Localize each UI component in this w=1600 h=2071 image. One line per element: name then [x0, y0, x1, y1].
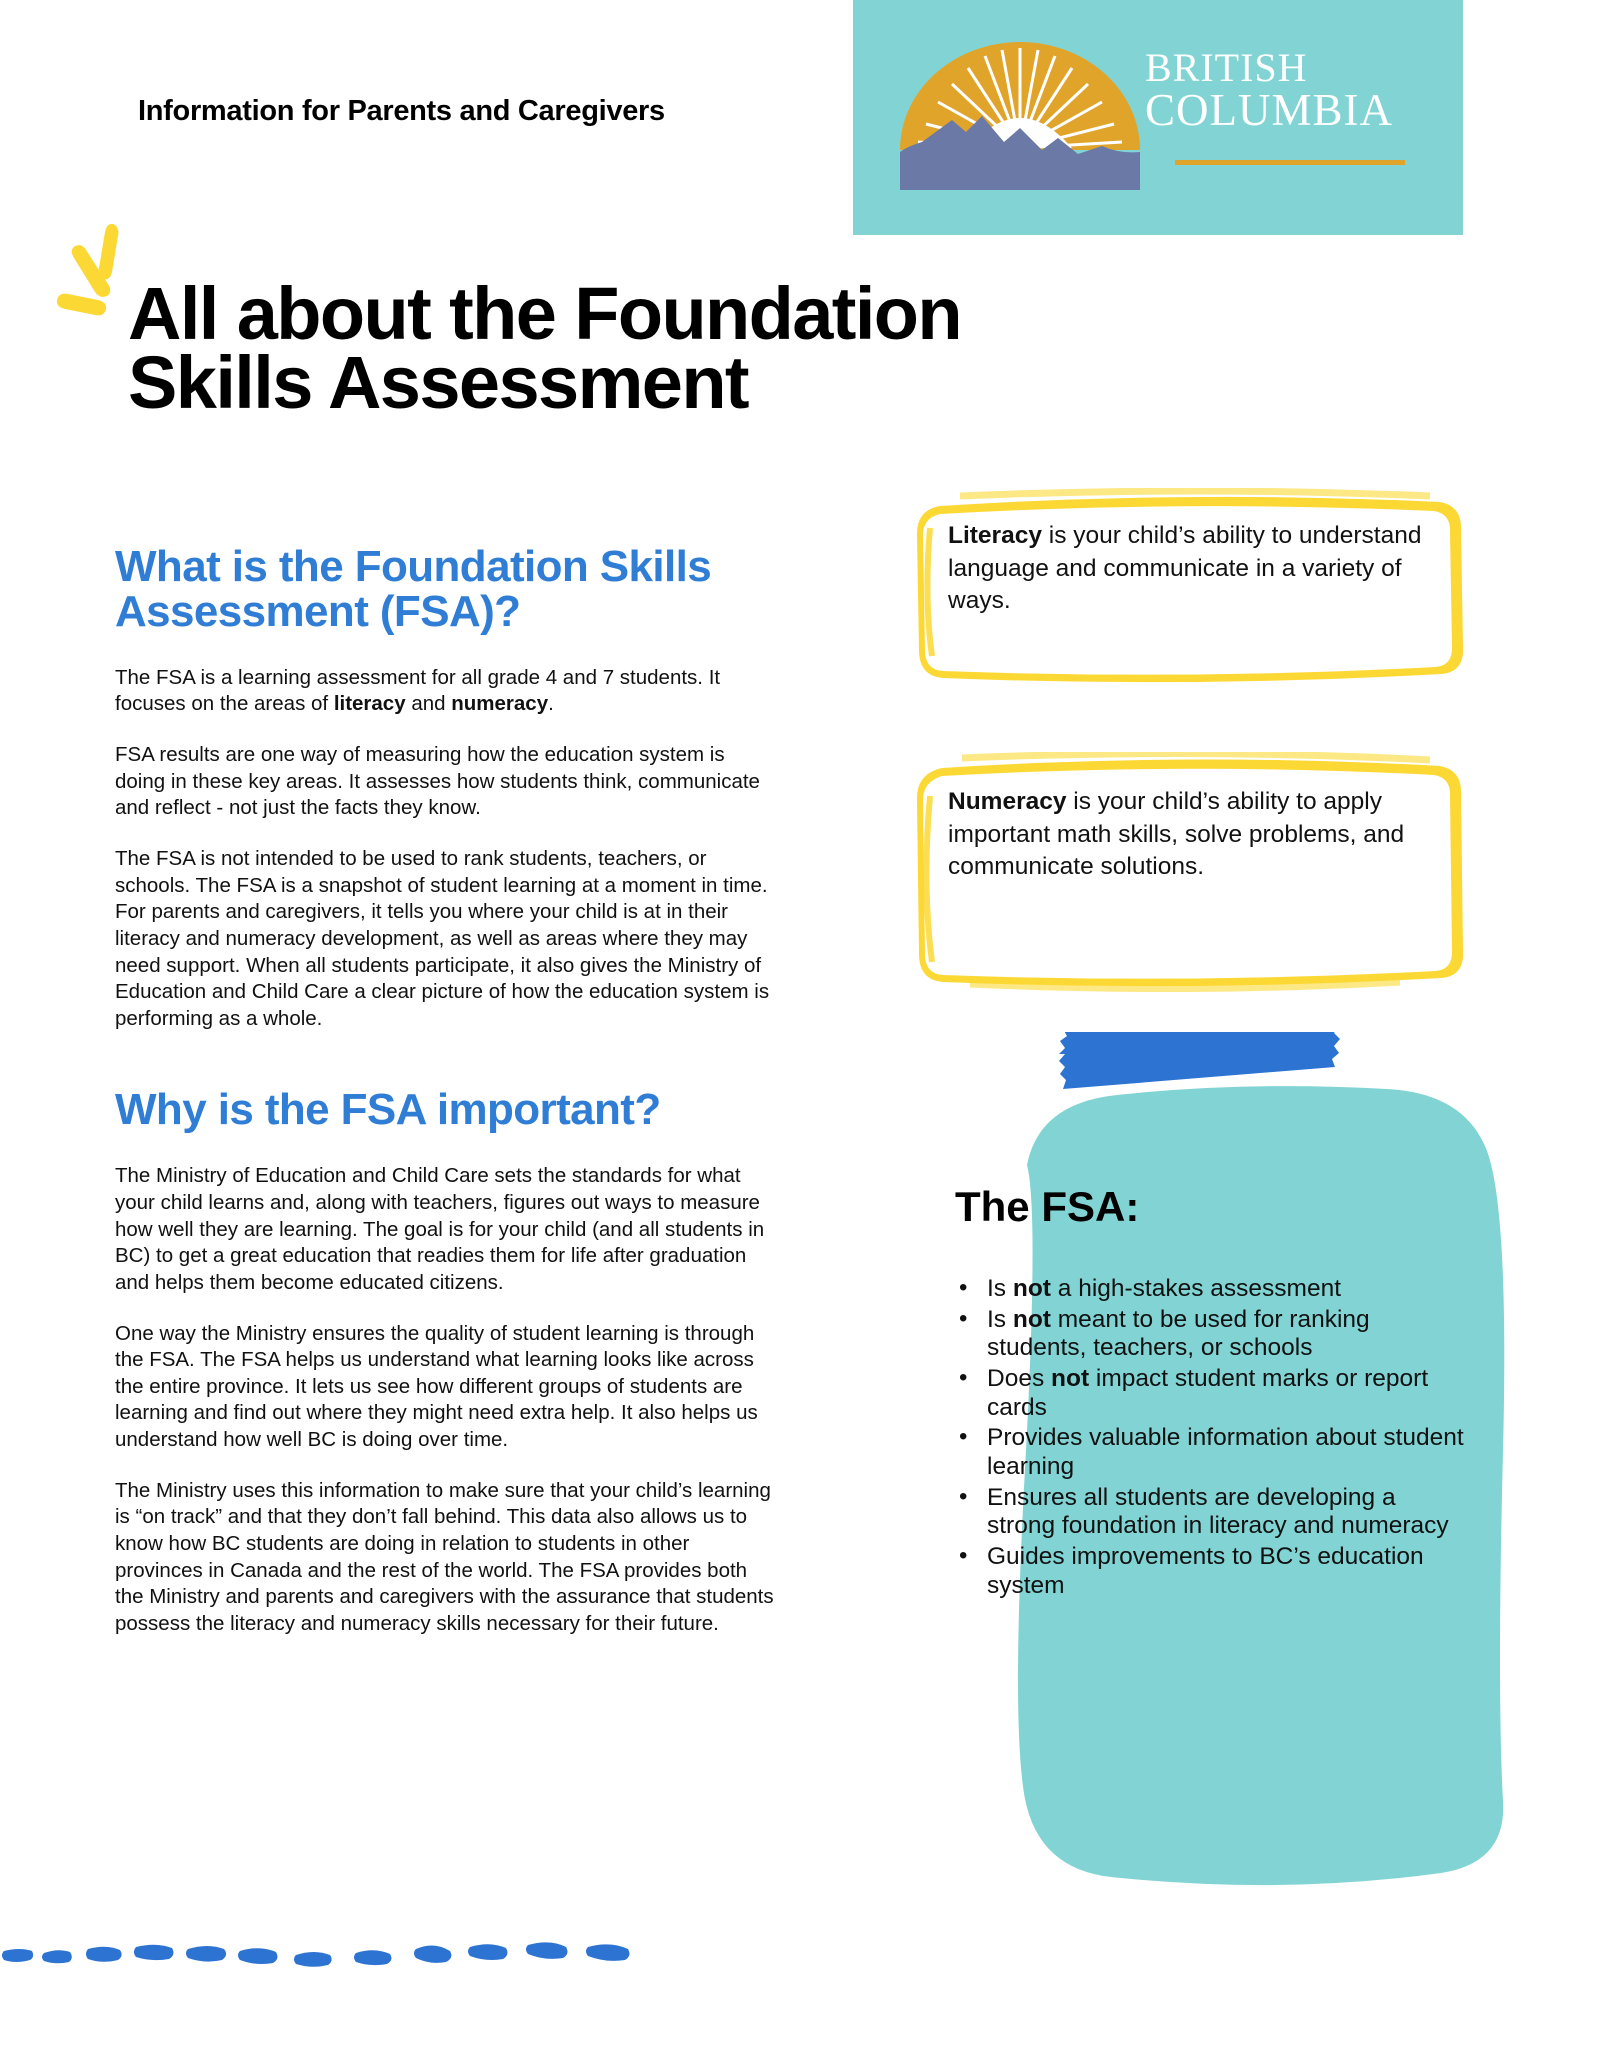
bc-wordmark-line1: BRITISH	[1145, 45, 1308, 90]
paragraph: The FSA is not intended to be used to rank students, teachers, or schools. The FSA is a snapshot of student learning at a moment in time. For parents and caregivers, it tells you where your child is at in their literacy and numeracy development, as well as areas where they may need support. When all students participate, it also gives the Ministry of Education and Child Care a clear picture of how the education system is performing as a whole.	[115, 846, 770, 1030]
fsa-box-heading: The FSA:	[955, 1183, 1140, 1230]
bc-sun-mountain-logo-icon	[890, 30, 1150, 190]
list-item: • Ensures all students are developing a strong foundation in literacy and numeracy	[955, 1484, 1465, 1541]
fsa-bullet-list	[955, 1275, 1465, 1602]
list-item: • Is not meant to be used for ranking students, teachers, or schools	[955, 1306, 1465, 1363]
section-heading-what-is-fsa: What is the Foundation Skills Assessment (FSA)?	[115, 542, 712, 636]
paragraph: The FSA is a learning assessment for all grade 4 and 7 students. It focuses on the areas of literacy and numeracy.	[115, 665, 721, 716]
bc-wordmark	[1145, 45, 1445, 135]
header-kicker: Information for Parents and Caregivers	[138, 95, 665, 127]
callout-literacy	[900, 488, 1480, 688]
list-item: • Guides improvements to BC’s education system	[955, 1543, 1465, 1600]
callout-literacy-text: Literacy is your child’s ability to understand language and communicate in a variety of ways.	[948, 522, 1422, 615]
paragraph: The Ministry of Education and Child Care sets the standards for what your child learns and, along with teachers, figures out ways to measure how well they are learning. The goal is for your child (and all students in BC) to get a great education that readies them for life after graduation and helps them become educated citizens.	[115, 1164, 765, 1294]
paragraph: The Ministry uses this information to make sure that your child’s learning is “on track” and that they don’t fall behind. This data also allows us to know how BC students are doing in relation to students in other provinces in Canada and the rest of the world. The FSA provides both the Ministry and parents and caregivers with the assurance that students possess the literacy and numeracy skills necessary for their future.	[115, 1478, 774, 1635]
list-item: • Provides valuable information about student learning	[955, 1424, 1465, 1481]
callout-numeracy-text: Numeracy is your child’s ability to apply important math skills, solve problems, and communicate solutions.	[948, 788, 1405, 881]
paragraph: FSA results are one way of measuring how the education system is doing in these key areas. It assesses how students think, communicate and reflect - not just the facts they know.	[115, 743, 760, 820]
list-item: • Is not a high-stakes assessment	[955, 1275, 1465, 1304]
tape-strip-decoration	[1055, 1032, 1340, 1117]
left-column	[115, 542, 775, 1662]
dashed-line-decoration	[0, 1935, 680, 1975]
bc-wordmark-line2: COLUMBIA	[1145, 85, 1394, 135]
list-item: • Does not impact student marks or report cards	[955, 1365, 1465, 1422]
callout-numeracy	[900, 752, 1480, 992]
bc-wordmark-rule	[1175, 160, 1405, 165]
page-title: All about the Foundation Skills Assessment	[128, 272, 962, 424]
section-heading-why-fsa-important: Why is the FSA important?	[115, 1085, 661, 1135]
paragraph: One way the Ministry ensures the quality of student learning is through the FSA. The FSA helps us understand what learning looks like across the entire province. It lets us see how different groups of students are learning and find out where they might need extra help. It also helps us understand how well BC is doing over time.	[115, 1321, 758, 1452]
